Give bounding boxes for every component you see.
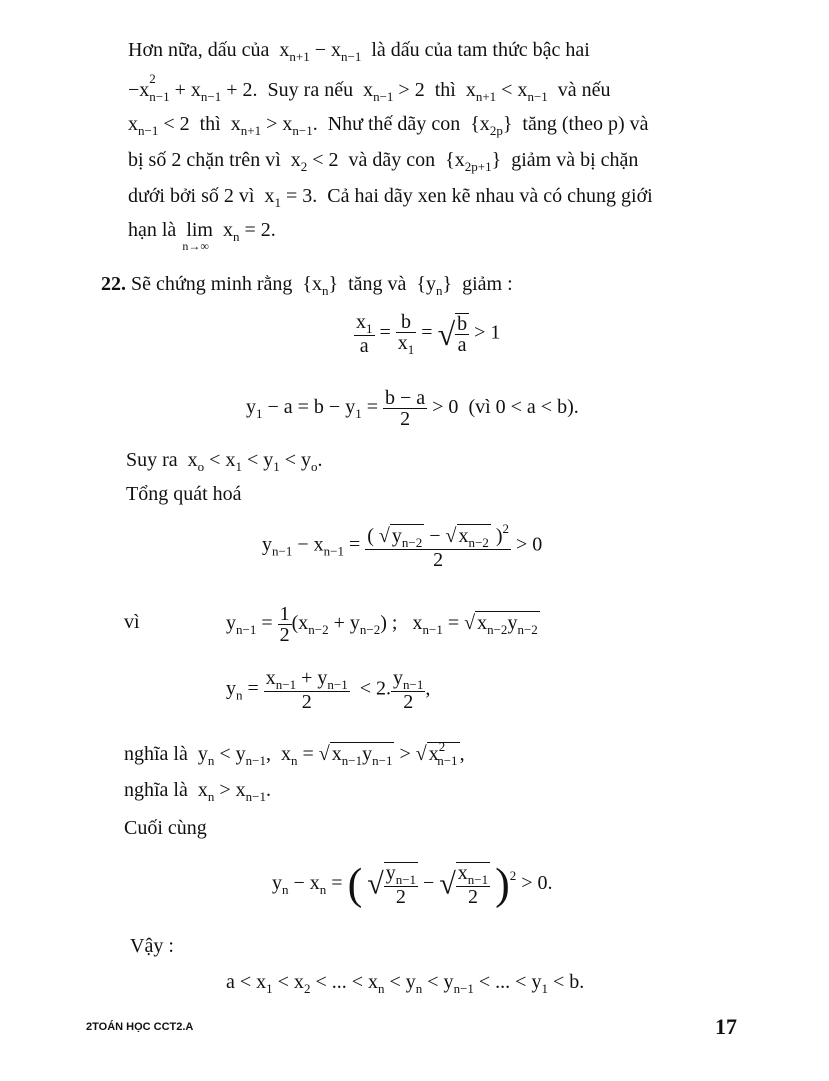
equation-yn: $y_n$ = $\frac{x_{n-1} + y_{n-1}}{2}$ < 2. $\frac{y_{n-1}}{2}$ , xyxy=(226,667,431,713)
equation-means: $y_{n-1}$ = $\frac{1}{2}$ $(x_{n-2} + y_{n-2})$ ; $x_{n-1}$ = √ $x_{n-2}y_{n-2}$ xyxy=(226,603,538,646)
text-nghia-1: nghĩa là $y_n < y_{n-1}$, $x_n$ = √ $x_{n-1}y_{n-1}$ > √ $x^2_{n-1}$ , xyxy=(124,739,465,768)
text-line-4: bị số 2 chặn trên vì $x_2 < 2$ và dãy con $\{x_{2p+1}\}$ giảm và bị chặn xyxy=(128,149,639,174)
text-line-2: −x $_{2 n-1} + x_{n-1} + 2$. Suy ra nếu $x_{n-1} > 2$ thì $x_{n+1} < x_{n-1}$ và nếu xyxy=(128,71,611,104)
text-nghia-2: nghĩa là $x_n > x_{n-1}$. xyxy=(124,779,271,804)
text-line-5: dưới bởi số 2 vì $x_1 = 3$. Cả hai dãy xen kẽ nhau và có chung giới xyxy=(128,185,653,210)
text-tong-quat: Tổng quát hoá xyxy=(126,483,242,505)
problem-22-intro: 22. Sẽ chứng minh rằng $\{x_n\}$ tăng và $\{y_n\}$ giảm : xyxy=(101,273,513,298)
text-suy-ra: Suy ra $x_o < x_1 < y_1 < y_o$. xyxy=(126,449,323,474)
equation-general: $y_{n-1} - x_{n-1}$ = $\frac{( √ y_{n-2} - √ x_{n-2} )^2}{2}$ > 0 xyxy=(262,521,543,571)
text-line-6: hạn là lim n→∞ $x_n = 2$. xyxy=(128,219,276,253)
text-cuoi-cung: Cuối cùng xyxy=(124,817,207,839)
equation-ratio: $\frac{x_1}{a}$ = $\frac{b}{x_1}$ = √ $\frac{b}{a}$ > 1 xyxy=(356,311,501,357)
text-line-1: Hơn nữa, dấu của $x_{n+1} - x_{n-1}$ là dấu của tam thức bậc hai xyxy=(128,39,590,64)
footer-label: 2TOÁN HỌC CCT2.A xyxy=(86,1021,194,1033)
text-line-3: $x_{n-1} < 2$ thì $x_{n+1} > x_{n-1}$. Như thế dãy con $\{x_{2p}\}$ tăng (theo p) và xyxy=(128,113,649,138)
page-number: 17 xyxy=(715,1014,737,1039)
equation-final: $y_n - x_n$ = ( √ $\frac{y_{n-1}}{2}$ − √ $\frac{x_{n-1}}{2}$ )$^2$ > 0. xyxy=(272,859,553,909)
equation-conclusion: $a < x_1 < x_2$ < ... < $x_n < y_n < y_{n-1}$ < ... < $y_1 < b$. xyxy=(226,971,585,996)
text-vay: Vậy : xyxy=(130,935,174,957)
equation-y1: $y_1 - a = b - y_1$ = $\frac{b - a}{2}$ > 0 (vì 0 < a < b). xyxy=(246,387,579,430)
text-vi: vì xyxy=(124,611,140,633)
